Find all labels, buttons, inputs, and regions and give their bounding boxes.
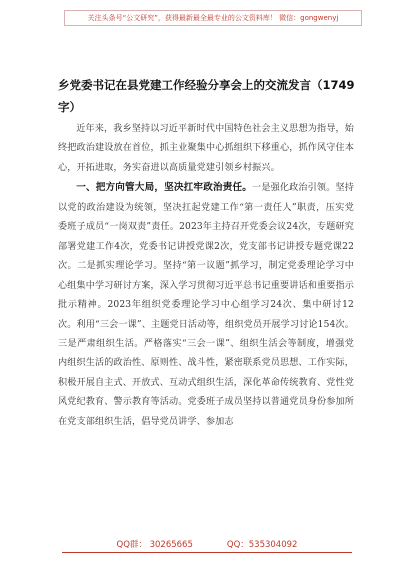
qq-group-label: QQ群： 30265665 bbox=[116, 540, 193, 550]
promo-banner bbox=[64, 10, 362, 26]
section-1-heading: 一、把方向管大局，坚决扛牢政治责任。 bbox=[76, 182, 253, 194]
section-1-paragraph bbox=[58, 178, 354, 432]
qq-label: QQ：535304092 bbox=[226, 540, 298, 550]
promo-banner-text: 关注头条号“公文研究”，获得最新最全最专业的公文资料库！ 微信：gongwenyj bbox=[87, 14, 339, 22]
document-title: 乡党委书记在县党建工作经验分享会上的交流发言（1749字） bbox=[58, 78, 355, 114]
contact-footer bbox=[62, 538, 352, 553]
intro-paragraph: 近年来，我乡坚持以习近平新时代中国特色社会主义思想为指导，始终把政治建设放在首位，抓主业聚集中心抓组织下移重心，抓作风守住本心，开拓进取，务实奋进以高质量党建引领乡村振兴。 bbox=[58, 124, 354, 173]
document-body bbox=[58, 120, 354, 432]
section-1-text: 一是强化政治引领。坚持以党的政治建设为统领，坚决扛起党建工作“第一责任人”职责，压实党委班子成员“一岗双责”责任。2023年主持召开党委会议24次，专题研究部署党建工作4次，党委书记讲授党课2次，党支部书记讲授专题党课22次。二是抓实理论学习。坚持“第一议题”抓学习，制定党委理论学习中心组集中学习研讨方案，深入学习贯彻习近平总书记重要讲话和重要指示批示精神。2023年组织党委理论学习中心组学习24次、集中研讨12次。利用“三会一课”、主题党日活动等，组织党员开展学习讨论154次。三是严肃组织生活。严格落实“三会一课”、组织生活会等制度，增强党内组织生活的政治性、原则性、战斗性，紧密联系党员思想、工作实际，积极开展自主式、开放式、互动式组织生活，深化革命传统教育、党性党风党纪教育、警示教育等活动。党委班子成员坚持以普通党员身份参加所在党支部组织生活，倡导党员讲学、参加志 bbox=[58, 183, 354, 427]
